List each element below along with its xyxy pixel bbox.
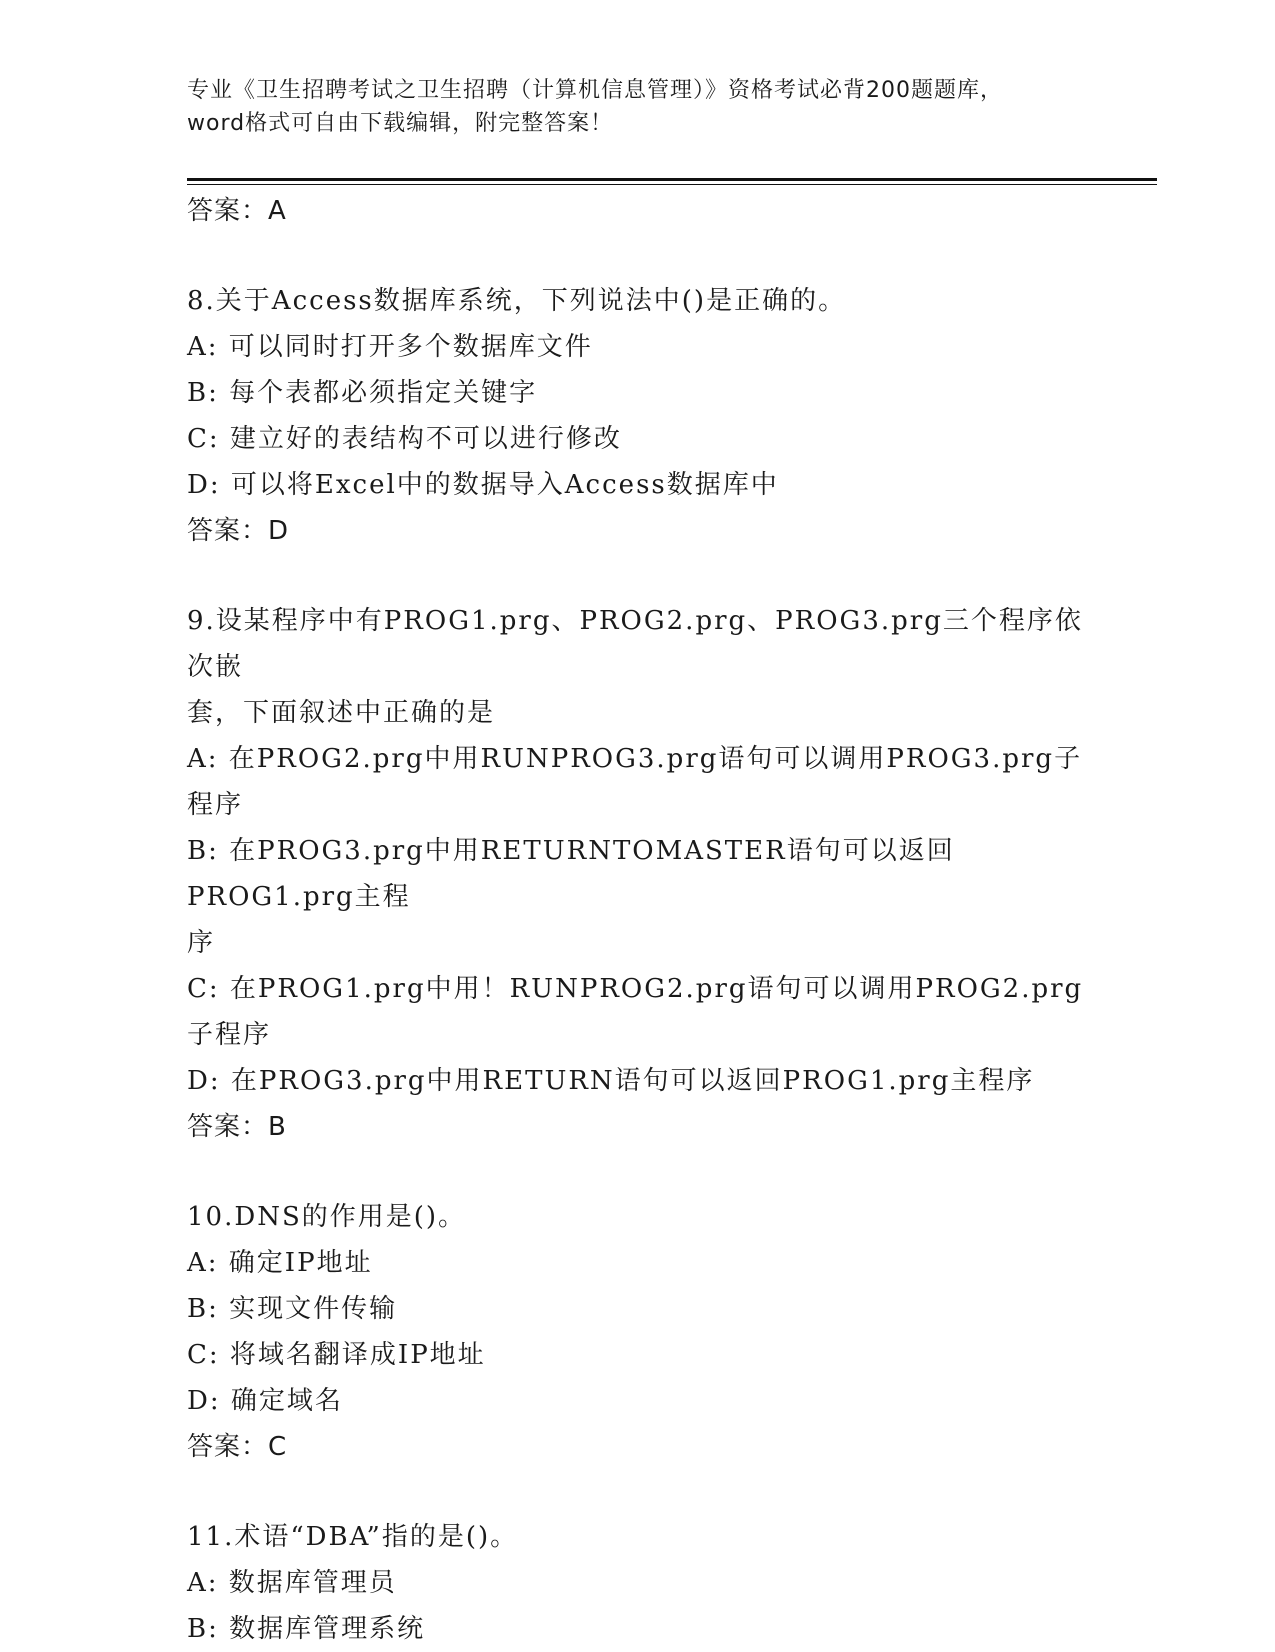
option-d: D: 确定域名 bbox=[187, 1386, 343, 1416]
question-list bbox=[187, 188, 1087, 1652]
answer: 答案：C bbox=[187, 1432, 288, 1462]
option-b-line-1: B: 在PROG3.prg中用RETURNTOMASTER语句可以返回PROG1.prg主程 bbox=[187, 836, 955, 912]
header-divider-thick bbox=[187, 178, 1157, 181]
option-a: A: 在PROG2.prg中用RUNPROG3.prg语句可以调用PROG3.prg子程序 bbox=[187, 744, 1083, 820]
option-c: C: 将域名翻译成IP地址 bbox=[187, 1340, 486, 1370]
header-divider-thin bbox=[187, 184, 1157, 185]
header-line-1: 专业《卫生招聘考试之卫生招聘（计算机信息管理）》资格考试必背200题题库， bbox=[187, 78, 1003, 103]
option-a: A: 数据库管理员 bbox=[187, 1568, 397, 1598]
question-stem: 8.关于Access数据库系统，下列说法中()是正确的。 bbox=[187, 286, 847, 316]
option-d: D: 可以将Excel中的数据导入Access数据库中 bbox=[187, 470, 779, 500]
document-header bbox=[187, 74, 1087, 140]
option-a: A: 确定IP地址 bbox=[187, 1248, 373, 1278]
question-stem: 11.术语“DBA”指的是()。 bbox=[187, 1522, 519, 1552]
spacer bbox=[187, 1470, 1087, 1514]
spacer bbox=[187, 554, 1087, 598]
option-b-line-2: 序 bbox=[187, 928, 216, 958]
header-line-2: word格式可自由下载编辑，附完整答案！ bbox=[187, 111, 614, 136]
question-9 bbox=[187, 598, 1087, 1150]
answer: 答案：D bbox=[187, 516, 290, 546]
option-c: C: 建立好的表结构不可以进行修改 bbox=[187, 424, 622, 454]
option-b: B: 每个表都必须指定关键字 bbox=[187, 378, 538, 408]
question-10 bbox=[187, 1194, 1087, 1470]
option-b: B: 实现文件传输 bbox=[187, 1294, 398, 1324]
option-c: C: 在PROG1.prg中用！RUNPROG2.prg语句可以调用PROG2.prg子程序 bbox=[187, 974, 1084, 1050]
question-8 bbox=[187, 278, 1087, 554]
spacer bbox=[187, 1150, 1087, 1194]
spacer bbox=[187, 234, 1087, 278]
option-a: A: 可以同时打开多个数据库文件 bbox=[187, 332, 593, 362]
question-stem-line-2: 套，下面叙述中正确的是 bbox=[187, 698, 496, 728]
option-b: B: 数据库管理系统 bbox=[187, 1614, 426, 1644]
question-stem-line-1: 9.设某程序中有PROG1.prg、PROG2.prg、PROG3.prg三个程序依次嵌 bbox=[187, 606, 1083, 682]
question-11 bbox=[187, 1514, 1087, 1652]
option-d: D: 在PROG3.prg中用RETURN语句可以返回PROG1.prg主程序 bbox=[187, 1066, 1035, 1096]
answer: 答案：B bbox=[187, 1112, 287, 1142]
answer-previous: 答案：A bbox=[187, 196, 287, 226]
question-stem: 10.DNS的作用是()。 bbox=[187, 1202, 467, 1232]
